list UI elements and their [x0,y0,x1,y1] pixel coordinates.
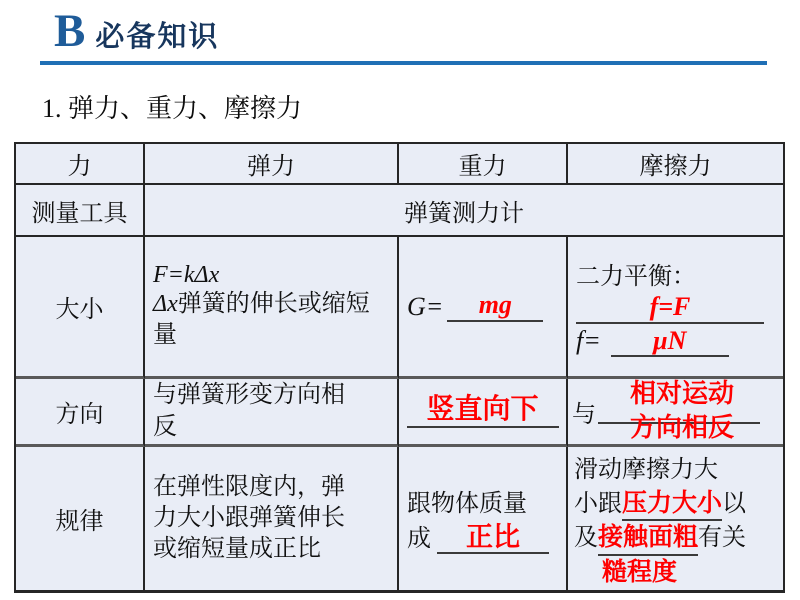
header-title: 必备知识 [95,21,220,53]
law-friction-answer2-overflow: 糙程度 [602,558,678,586]
header-cell-elastic [145,144,399,185]
direction-gravity-answer: 竖直向下 [426,394,539,426]
direction-elastic-cell [145,379,399,447]
law-friction-line1: 滑动摩擦力大 [574,457,718,483]
header-underline [40,61,767,65]
friction-static-answer: f=F [649,291,691,321]
direction-elastic-text: 与弹簧形变方向相反 [153,382,345,440]
header-cell-gravity [399,144,568,185]
law-friction-line3: 及接触面粗有关 [574,521,783,555]
law-label-cell [16,447,145,590]
knowledge-table [14,142,785,593]
measure-value: 弹簧测力计 [404,200,524,227]
law-elastic-cell [145,447,399,590]
law-gravity-cell [399,447,568,590]
direction-gravity-cell [399,379,568,447]
direction-friction-prefix: 与 [572,402,596,428]
size-gravity-cell [399,237,568,379]
header-cell-force [16,144,145,185]
friction-static-blank [576,293,764,324]
law-gravity-blank [437,523,549,555]
law-friction-answer2: 接触面粗 [598,522,698,555]
direction-friction-answer: 相对运动 方向相反 [629,378,734,442]
section-heading: 1. 弹力、重力、摩擦力 [42,94,303,123]
elastic-formula: F=kΔx [153,261,220,288]
measure-value-cell [145,185,783,237]
friction-balance-title: 二力平衡： [576,263,696,290]
friction-formula-answer: μN [653,325,687,355]
friction-kinetic-line [576,326,729,358]
law-gravity-line1: 跟物体质量 [407,490,527,517]
law-elastic-text: 在弹性限度内，弹力大小跟弹簧伸长或缩短量成正比 [153,473,345,563]
law-friction-cell [568,447,783,590]
law-gravity-line2: 成 正比 [407,518,549,555]
direction-gravity-blank [407,395,559,428]
size-label-cell [16,237,145,379]
law-friction-line2: 小跟压力大小以 [574,487,783,521]
header-gravity-label: 重力 [458,154,507,180]
friction-formula-prefix: f= [576,325,601,355]
direction-friction-cell [568,379,783,447]
size-label: 大小 [55,297,104,323]
law-label: 规律 [55,509,104,535]
header-badge-letter: B [54,5,86,57]
header-force-label: 力 [67,154,92,180]
slide-header [54,5,220,57]
measure-label: 测量工具 [31,200,128,227]
direction-label: 方向 [55,402,104,428]
gravity-formula-answer: mg [478,290,512,320]
header-friction-label: 摩擦力 [639,154,712,180]
size-friction-cell [568,237,783,379]
elastic-formula-note: Δx弹簧的伸长或缩短量 [153,290,370,348]
direction-label-cell [16,379,145,447]
header-elastic-label: 弹力 [247,154,295,180]
law-gravity-answer: 正比 [466,521,520,552]
measure-label-cell [16,185,145,237]
direction-friction-blank [598,378,766,446]
gravity-formula-blank [447,291,543,322]
friction-formula-blank [611,327,729,358]
size-elastic-cell [145,237,399,379]
gravity-formula-prefix: G= [407,291,444,321]
law-friction-answer1: 压力大小 [622,488,722,521]
header-cell-friction [568,144,783,185]
